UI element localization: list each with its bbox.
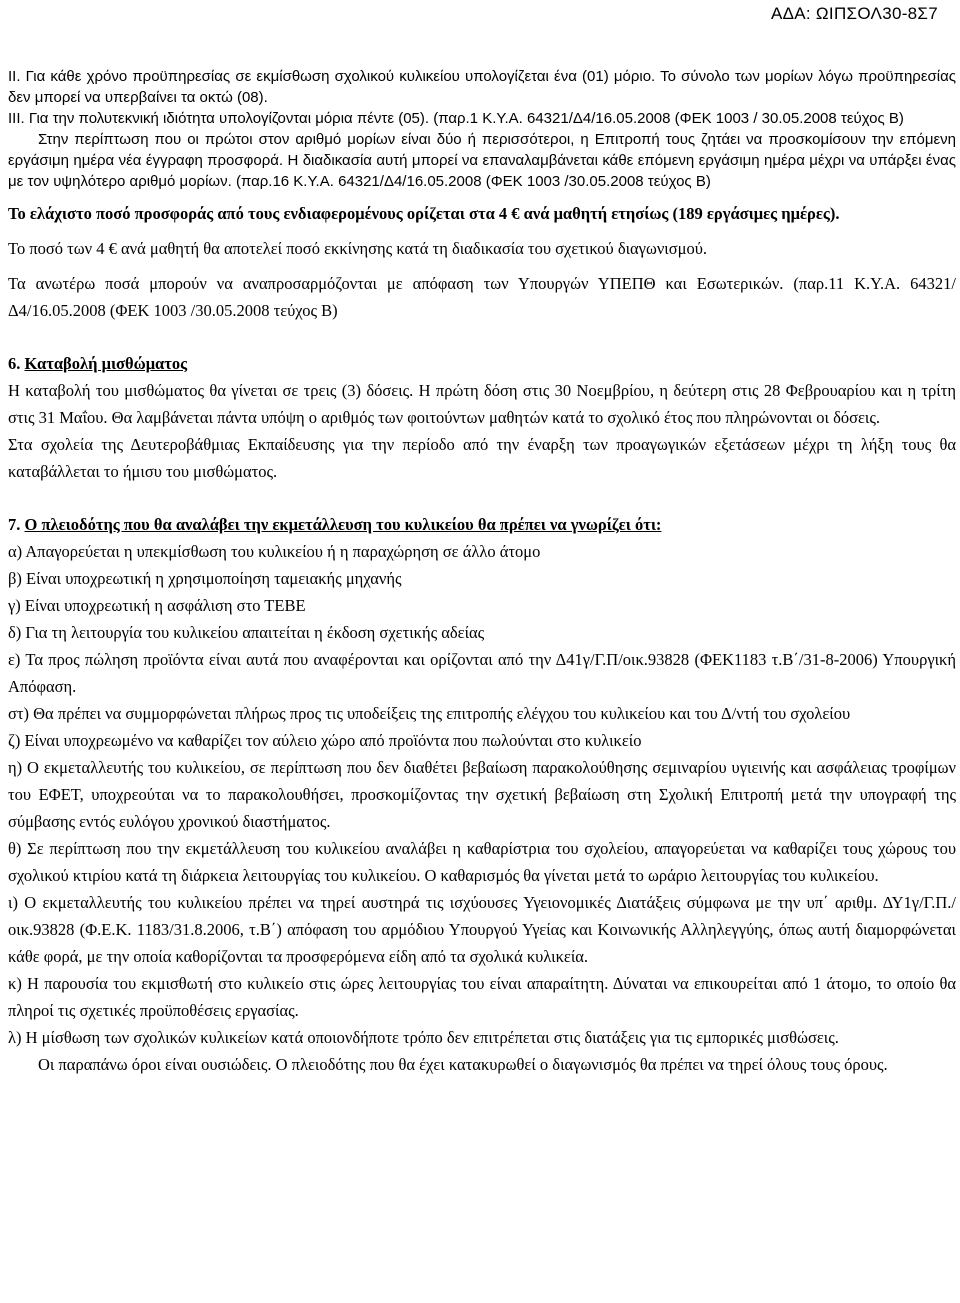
section-7-title: Ο πλειοδότης που θα αναλάβει την εκμετάλλευση του κυλικείου θα πρέπει να γνωρίζει ότι: (24, 515, 662, 534)
condition-item: κ) Η παρουσία του εκμισθωτή στο κυλικείο στις ώρες λειτουργίας του είναι απαραίτητη. Δύναται να επικουρείται από 1 άτομο, το οποίο θα πληροί τις σχετικές προϋποθέσεις εργασίας. (8, 974, 956, 1020)
condition-item: η) Ο εκμεταλλευτής του κυλικείου, σε περίπτωση που δεν διαθέτει βεβαίωση παρακολούθησης σεμιναρίου υγιεινής και ασφάλειας τροφίμων του ΕΦΕΤ, υποχρεούται να το παρακολουθήσει, προσκομίζοντας την σχετική βεβαίωση στη Σχολική Επιτροπή μετά την υπογραφή της σύμβασης εντός ευλόγου χρονικού διαστήματος. (8, 758, 956, 831)
minimum-offer: Το ελάχιστο ποσό προσφοράς από τους ενδιαφερομένους ορίζεται στα 4 € ανά μαθητή ετησίως (189 εργάσιμες ημέρες). (8, 204, 840, 223)
condition-item: θ) Σε περίπτωση που την εκμετάλλευση του κυλικείου αναλάβει η καθαρίστρια του σχολείου, απαγορεύεται να καθαρίζει τους χώρους του σχολικού κτιρίου κατά τη διάρκεια λειτουργίας του κυλικείου. Ο καθαρισμός θα γίνεται μετά το ωράριο λειτουργίας του κυλικείου. (8, 839, 956, 885)
condition-item: ε) Τα προς πώληση προϊόντα είναι αυτά που αναφέρονται και ορίζονται από την Δ41γ/Γ.Π/οικ.93828 (ΦΕΚ1183 τ.Β΄/31-8-2006) Υπουργική Απόφαση. (8, 650, 956, 696)
section-6-paragraph-1: Η καταβολή του μισθώματος θα γίνεται σε τρεις (3) δόσεις. Η πρώτη δόση στις 30 Νοεμβρίου, η δεύτερη στις 28 Φεβρουαρίου και η τρίτη στις 31 Μαΐου. Θα λαμβάνεται πάντα υπόψη ο αριθμός των φοιτούντων μαθητών κατά το σχολικό έτος που πληρώνονται οι δόσεις. (8, 381, 956, 427)
condition-item: α) Απαγορεύεται η υπεκμίσθωση του κυλικείου ή η παραχώρηση σε άλλο άτομο (8, 542, 541, 561)
starting-amount: Το ποσό των 4 € ανά μαθητή θα αποτελεί ποσό εκκίνησης κατά τη διαδικασία του σχετικού διαγωνισμού. (8, 239, 708, 258)
paragraph-ii: ΙΙ. Για κάθε χρόνο προϋπηρεσίας σε εκμίσθωση σχολικού κυλικείου υπολογίζεται ένα (01) μόριο. Το σύνολο των μορίων λόγω προϋπηρεσίας δεν μπορεί να υπερβαίνει τα οκτώ (08). (8, 68, 956, 106)
section-6-title: Καταβολή μισθώματος (24, 354, 188, 373)
section-6-number: 6. (8, 354, 21, 373)
section-7-number: 7. (8, 515, 21, 534)
section-7-heading (8, 511, 956, 538)
condition-item: ζ) Είναι υποχρεωμένο να καθαρίζει τον αύλειο χώρο από προϊόντα που πωλούνται στο κυλικείο (8, 731, 642, 750)
condition-item: λ) Η μίσθωση των σχολικών κυλικείων κατά οποιονδήποτε τρόπο δεν επιτρέπεται στις διατάξεις για τις εμπορικές μισθώσεις. (8, 1028, 839, 1047)
condition-item: γ) Είναι υποχρεωτική η ασφάλιση στο ΤΕΒΕ (8, 596, 306, 615)
amount-adjustment: Τα ανωτέρω ποσά μπορούν να αναπροσαρμόζονται με απόφαση των Υπουργών ΥΠΕΠΘ και Εσωτερικών. (παρ.11 Κ.Υ.Α. 64321/Δ4/16.05.2008 (ΦΕΚ 1003 /30.05.2008 τεύχος Β) (8, 274, 956, 320)
ada-code: ΑΔΑ: ΩΙΠΣΟΛ30-8Σ7 (770, 4, 938, 23)
condition-item: δ) Για τη λειτουργία του κυλικείου απαιτείται η έκδοση σχετικής αδείας (8, 623, 485, 642)
paragraph-iii: ΙΙΙ. Για την πολυτεκνική ιδιότητα υπολογίζονται μόρια πέντε (05). (παρ.1 Κ.Υ.Α. 64321/Δ4/16.05.2008 (ΦΕΚ 1003 / 30.05.2008 τεύχος Β) (8, 110, 904, 127)
closing-statement: Οι παραπάνω όροι είναι ουσιώδεις. Ο πλειοδότης που θα έχει κατακυρωθεί ο διαγωνισμός θα πρέπει να τηρεί όλους τους όρους. (38, 1055, 888, 1074)
section-6-heading (8, 350, 956, 377)
paragraph-tie-break: Στην περίπτωση που οι πρώτοι στον αριθμό μορίων είναι δύο ή περισσότεροι, η Επιτροπή τους ζητάει να προσκομίσουν την επόμενη εργάσιμη ημέρα νέα έγγραφη προσφορά. Η διαδικασία αυτή μπορεί να επαναλαμβάνεται κάθε επόμενη εργάσιμη ημέρα μέχρι να υπάρξει ένας με τον υψηλότερο αριθμό μορίων. (παρ.16 Κ.Υ.Α. 64321/Δ4/16.05.2008 (ΦΕΚ 1003 /30.05.2008 τεύχος Β) (8, 131, 956, 190)
condition-item: στ) Θα πρέπει να συμμορφώνεται πλήρως προς τις υποδείξεις της επιτροπής ελέγχου του κυλικείου και του Δ/ντή του σχολείου (8, 704, 851, 723)
section-6-paragraph-2: Στα σχολεία της Δευτεροβάθμιας Εκπαίδευσης για την περίοδο από την έναρξη των προαγωγικών εξετάσεων μέχρι τη λήξη τους θα καταβάλλεται το ήμισυ του μισθώματος. (8, 435, 956, 481)
document-page (8, 66, 956, 1078)
condition-item: ι) Ο εκμεταλλευτής του κυλικείου πρέπει να τηρεί αυστηρά τις ισχύουσες Υγειονομικές Διατάξεις σύμφωνα με την υπ΄ αριθμ. ΔΥ1γ/Γ.Π./οικ.93828 (Φ.Ε.Κ. 1183/31.8.2006, τ.Β΄) απόφαση του αρμόδιου Υπουργού Υγείας και Κοινωνικής Αλληλεγγύης, όπως αυτή διαμορφώνεται κάθε φορά, με την οποία καθορίζονται τα προσφερόμενα είδη από τα σχολικά κυλικεία. (8, 893, 956, 966)
condition-item: β) Είναι υποχρεωτική η χρησιμοποίηση ταμειακής μηχανής (8, 569, 402, 588)
